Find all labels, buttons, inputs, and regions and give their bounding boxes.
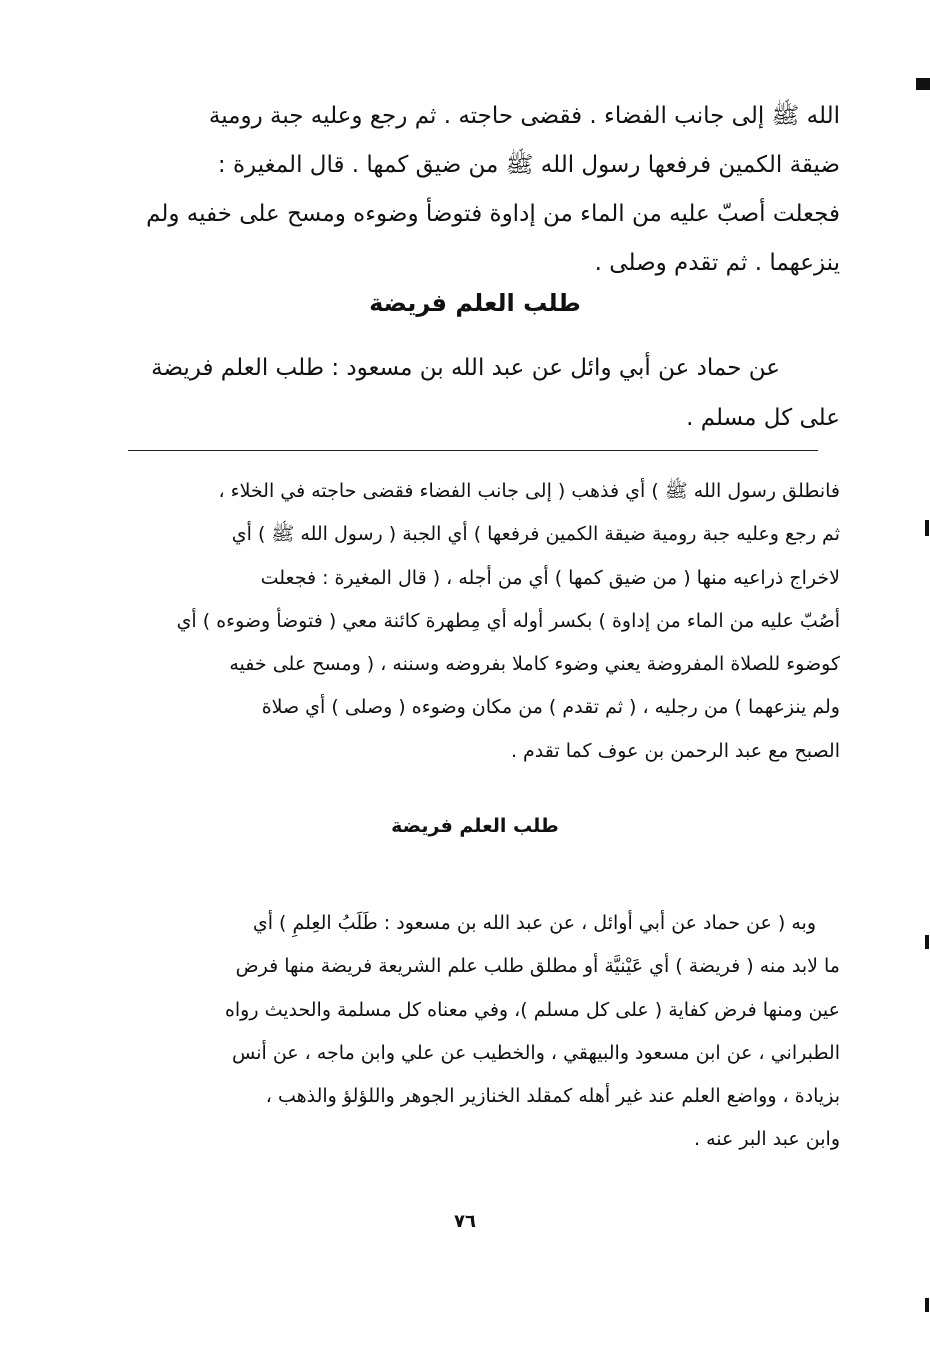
scan-edge-mark [925,935,929,949]
commentary-line: وابن عبد البر عنه . [694,1128,840,1151]
commentary-line: الصبح مع عبد الرحمن بن عوف كما تقدم . [510,739,840,762]
scan-edge-mark [925,1298,929,1312]
main-text-line: فجعلت أصبّ عليه من الماء من إداوة فتوضأ وضوءه ومسح على خفيه ولم [146,201,840,227]
commentary-line: وبه ( عن حماد عن أبي أوائل ، عن عبد الله بن مسعود : طَلَبُ العِلمِ ) أي [252,912,816,934]
commentary-line: أصُبّ عليه من الماء من إداوة ) بكسر أوله أي مِطهرة كائنة معي ( فتوضأ وضوءه ) أي [176,609,840,632]
page-number: ٧٦ [454,1211,476,1232]
main-text-line: ينزعهما . ثم تقدم وصلى . [594,250,840,276]
commentary-text [110,470,840,773]
main-text-line: ضيقة الكمين فرفعها رسول الله ﷺ من ضيق كمها . قال المغيرة : [217,152,840,178]
hadith-line: عن حماد عن أبي وائل عن عبد الله بن مسعود : طلب العلم فريضة [151,355,780,381]
scan-edge-mark [916,78,930,90]
commentary-line: فانطلق رسول الله ﷺ ) أي فذهب ( إلى جانب الفضاء فقضى حاجته في الخلاء ، [218,480,840,502]
commentary-line: عين ومنها فرض كفاية ( على كل مسلم )، وفي معناه كل مسلمة والحديث رواه [224,998,840,1021]
commentary-line: بزيادة ، وواضع العلم عند غير أهله كمقلد الخنازير الجوهر واللؤلؤ والذهب ، [265,1085,840,1108]
commentary-heading: طلب العلم فريضة [391,815,559,837]
commentary-line: الطبراني ، عن ابن مسعود والبيهقي ، والخطيب عن علي وابن ماجه ، عن أنس [232,1041,840,1064]
commentary-line: كوضوء للصلاة المفروضة يعني وضوء كاملا بفروضه وسننه ، ( ومسح على خفيه [229,653,840,676]
scan-edge-mark [925,520,929,536]
commentary-line: ثم رجع وعليه جبة رومية ضيقة الكمين فرفعها ) أي الجبة ( رسول الله ﷺ ) أي [231,523,840,546]
hadith-line: على كل مسلم . [686,405,840,431]
main-text-line: الله ﷺ إلى جانب الفضاء . فقضى حاجته . ثم رجع وعليه جبة رومية [208,103,840,129]
commentary-line: ولم ينزعهما ) من رجليه ، ( ثم تقدم ) من مكان وضوءه ( وصلى ) أي صلاة [261,696,840,719]
commentary-line: ما لابد منه ( فريضة ) أي عَيْنيَّة أو مطلق طلب علم الشريعة فريضة منها فرض [235,955,840,978]
section-heading: طلب العلم فريضة [369,289,581,317]
main-text [110,92,840,288]
hadith-text [110,343,840,443]
commentary-line: لاخراج ذراعيه منها ( من ضيق كمها ) أي من أجله ، ( قال المغيرة : فجعلت [260,566,840,589]
commentary-text-2 [110,902,840,1162]
footnote-divider [128,450,818,451]
